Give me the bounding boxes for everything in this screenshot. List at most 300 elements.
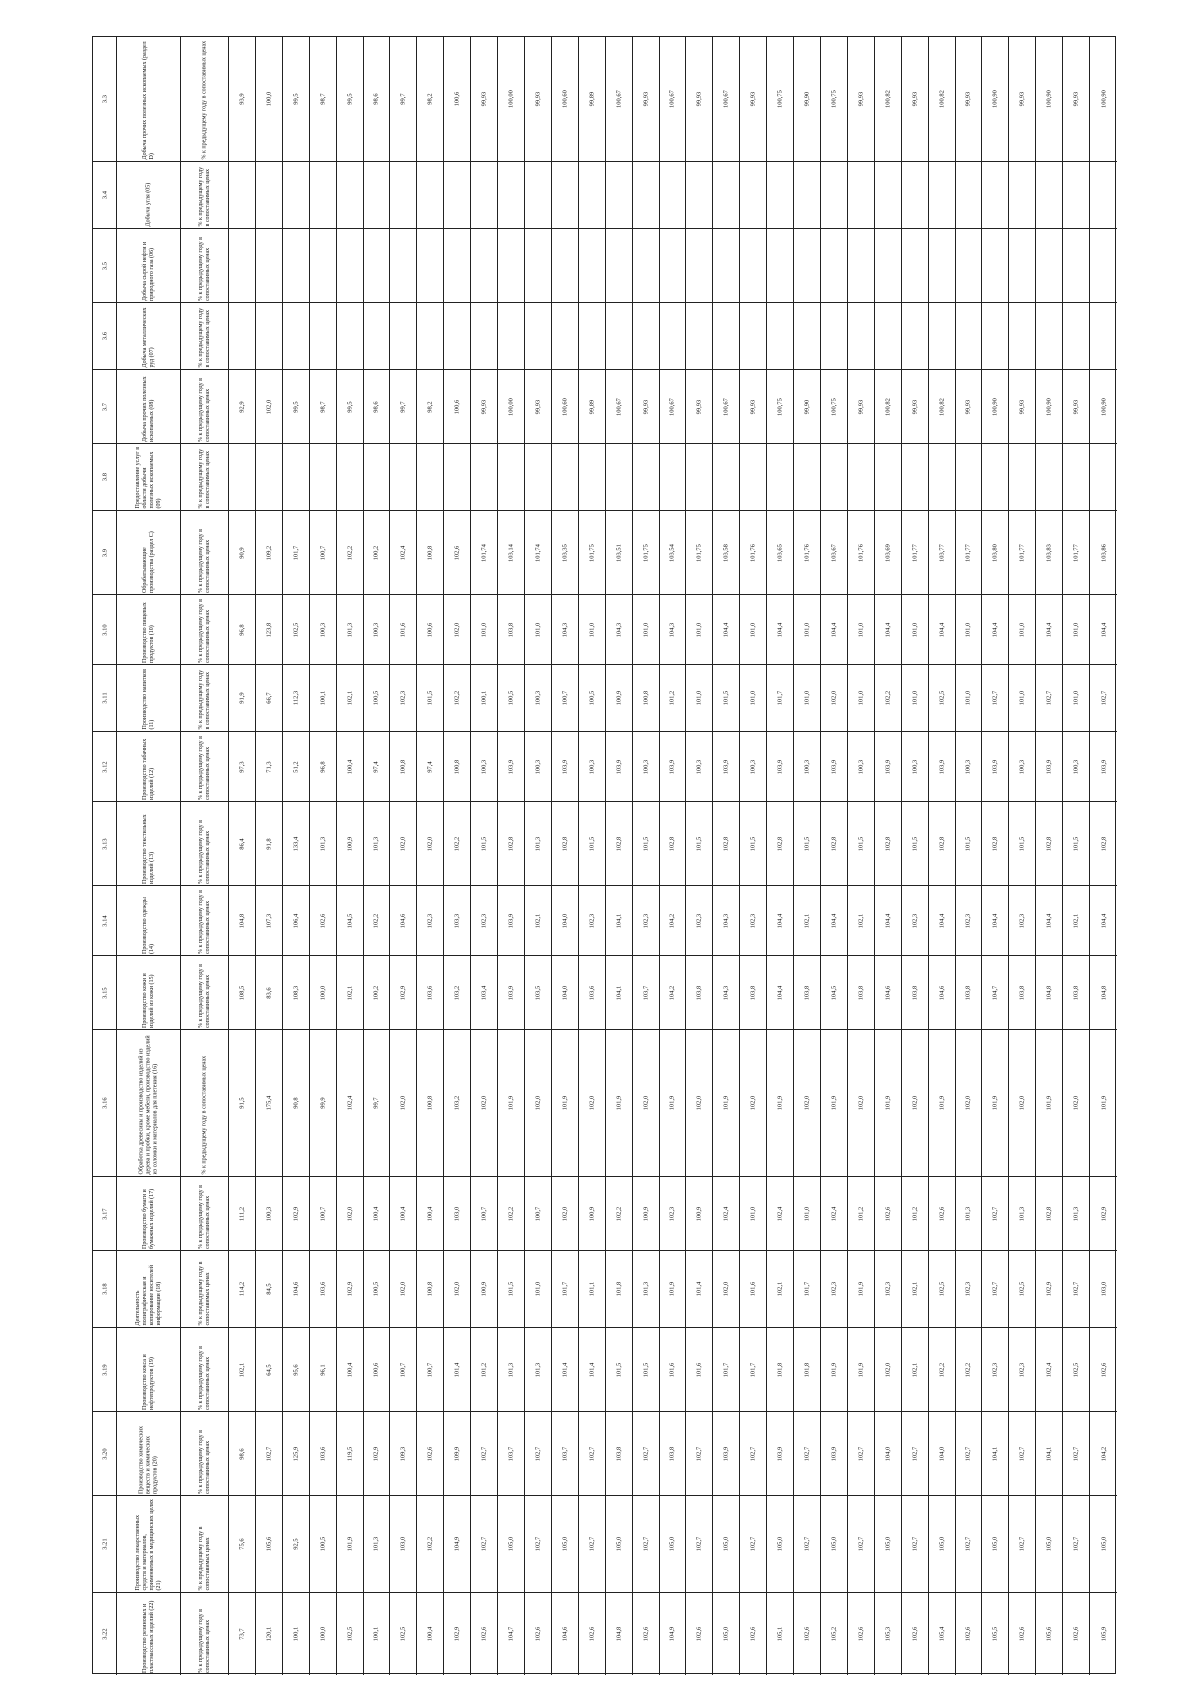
value-cell-text: 99,93 — [857, 91, 865, 107]
unit-cell — [181, 802, 229, 885]
value-cell-text: 100,1 — [372, 1626, 380, 1642]
value-cell-text: 99,93 — [1072, 399, 1080, 414]
value-cell — [498, 229, 525, 302]
value-cell-text: 100,67 — [668, 90, 676, 108]
value-cell-text: 102,0 — [884, 1362, 892, 1377]
value-cell — [660, 1496, 687, 1592]
value-cell — [310, 162, 337, 228]
value-cell — [364, 162, 391, 228]
value-cell — [821, 1328, 848, 1411]
value-cell-text: 100,90 — [991, 90, 999, 108]
value-cell-text: 99,93 — [964, 91, 972, 107]
table-row — [93, 229, 1117, 303]
value-cell — [929, 162, 956, 228]
indicator-name-cell-text: Производство одежды (14) — [141, 896, 155, 954]
value-cell — [444, 665, 471, 731]
value-cell — [498, 1593, 525, 1675]
value-cell — [633, 1177, 660, 1250]
value-cell — [471, 802, 498, 885]
value-cell-text: 103,4 — [480, 985, 488, 1000]
value-cell-text: 102,0 — [803, 1095, 811, 1111]
value-cell-text: 102,1 — [1072, 913, 1080, 928]
unit-cell-text: % к предыдущему году в сопоставимых ценах — [197, 1429, 211, 1494]
value-cell-text: 99,90 — [803, 399, 811, 414]
value-cell-text: 100,3 — [480, 759, 488, 774]
value-cell-text: 101,3 — [1018, 1206, 1026, 1221]
value-cell — [525, 444, 552, 510]
value-cell — [713, 511, 740, 594]
value-cell — [1009, 1412, 1036, 1495]
value-cell — [606, 665, 633, 731]
value-cell-text: 100,4 — [346, 759, 354, 774]
value-cell-text: 101,75 — [588, 543, 596, 562]
row-number-cell — [93, 444, 117, 510]
row-number-cell-text: 3.16 — [101, 1097, 108, 1109]
value-cell-text: 125,9 — [292, 1446, 300, 1461]
value-cell — [686, 370, 713, 443]
value-cell — [929, 370, 956, 443]
value-cell-text: 102,0 — [453, 622, 461, 637]
value-cell-text: 104,4 — [991, 913, 999, 928]
value-cell — [310, 595, 337, 664]
value-cell — [633, 595, 660, 664]
unit-cell-text: % к предыдущему году в сопоставимых ценах — [197, 528, 211, 593]
value-cell-text: 99,5 — [292, 93, 300, 105]
value-cell-text: 104,9 — [668, 1626, 676, 1642]
value-cell-text: 101,5 — [642, 1362, 650, 1377]
value-cell-text: 102,2 — [507, 1206, 515, 1221]
value-cell-text: 100,67 — [668, 397, 676, 416]
value-cell — [337, 444, 364, 510]
row-number-cell — [93, 802, 117, 885]
value-cell — [848, 1030, 875, 1176]
value-cell — [606, 370, 633, 443]
value-cell — [552, 732, 579, 801]
value-cell-text: 98,2 — [426, 93, 434, 105]
indicator-name-cell — [117, 665, 181, 731]
value-cell — [471, 370, 498, 443]
value-cell — [337, 1251, 364, 1327]
value-cell — [686, 1496, 713, 1592]
indicator-name-cell — [117, 886, 181, 955]
value-cell-text: 100,9 — [480, 1281, 488, 1297]
value-cell-text: 100,5 — [319, 1536, 327, 1552]
value-cell — [256, 1177, 283, 1250]
value-cell — [1036, 802, 1063, 885]
value-cell — [1009, 802, 1036, 885]
value-cell — [390, 956, 417, 1029]
value-cell-text: 108,5 — [238, 985, 246, 1000]
value-cell — [956, 162, 983, 228]
value-cell — [310, 444, 337, 510]
value-cell — [256, 1328, 283, 1411]
value-cell — [713, 1177, 740, 1250]
value-cell — [956, 1251, 983, 1327]
value-cell-text: 102,9 — [399, 985, 407, 1000]
value-cell-text: 102,2 — [453, 836, 461, 851]
value-cell — [982, 595, 1009, 664]
indicator-name-cell-text: Добыча прочих полезных ископаемых (08) — [141, 375, 155, 442]
row-number-cell — [93, 370, 117, 443]
value-cell-text: 103,54 — [668, 543, 676, 562]
value-cell — [767, 1328, 794, 1411]
value-cell-text: 73,7 — [238, 1628, 246, 1640]
value-cell — [552, 1328, 579, 1411]
value-cell-text: 101,0 — [1072, 690, 1080, 706]
value-cell — [794, 1496, 821, 1592]
value-cell — [1036, 162, 1063, 228]
value-cell-text: 100,9 — [615, 690, 623, 706]
value-cell — [525, 511, 552, 594]
row-number-cell — [93, 886, 117, 955]
value-cell-text: 102,8 — [991, 836, 999, 851]
value-cell-text: 101,9 — [991, 1095, 999, 1111]
value-cell — [982, 1030, 1009, 1176]
value-cell — [310, 956, 337, 1029]
value-cell-text: 103,83 — [1045, 543, 1053, 562]
value-cell-text: 101,0 — [803, 1206, 811, 1221]
value-cell-text: 104,8 — [238, 913, 246, 928]
value-cell-text: 101,1 — [588, 1281, 596, 1297]
value-cell — [794, 595, 821, 664]
value-cell — [471, 956, 498, 1029]
value-cell — [390, 1251, 417, 1327]
value-cell — [1090, 162, 1117, 228]
value-cell-text: 100,60 — [561, 90, 569, 108]
value-cell-text: 101,5 — [615, 1362, 623, 1377]
value-cell — [390, 1030, 417, 1176]
value-cell — [1090, 665, 1117, 731]
value-cell-text: 105,0 — [991, 1536, 999, 1552]
value-cell — [660, 229, 687, 302]
value-cell — [229, 162, 256, 228]
value-cell — [794, 886, 821, 955]
value-cell — [633, 511, 660, 594]
value-cell-text: 103,14 — [507, 543, 515, 562]
value-cell-text: 100,00 — [507, 90, 515, 108]
value-cell-text: 103,58 — [722, 543, 730, 562]
value-cell-text: 100,3 — [857, 759, 865, 774]
value-cell — [982, 1496, 1009, 1592]
value-cell-text: 102,6 — [938, 1206, 946, 1221]
value-cell — [390, 511, 417, 594]
unit-cell — [181, 1496, 229, 1592]
row-number-cell-text: 3.8 — [101, 472, 108, 482]
value-cell-text: 99,93 — [857, 399, 865, 414]
value-cell-text: 92,5 — [292, 1538, 300, 1550]
value-cell — [848, 1412, 875, 1495]
value-cell — [633, 1251, 660, 1327]
value-cell — [1063, 444, 1090, 510]
value-cell-text: 102,4 — [399, 545, 407, 560]
value-cell-text: 102,8 — [1045, 1206, 1053, 1221]
value-cell — [229, 370, 256, 443]
value-cell-text: 103,9 — [830, 759, 838, 774]
value-cell-text: 102,8 — [776, 836, 784, 851]
row-number-cell — [93, 1496, 117, 1592]
value-cell — [417, 511, 444, 594]
value-cell — [498, 1496, 525, 1592]
value-cell — [633, 370, 660, 443]
value-cell-text: 100,3 — [803, 759, 811, 774]
value-cell — [767, 1496, 794, 1592]
unit-cell-text: % к предыдущему году в сопоставимых ценах — [197, 598, 211, 663]
value-cell-text: 100,3 — [319, 622, 327, 637]
value-cell — [767, 162, 794, 228]
value-cell — [310, 802, 337, 885]
value-cell-text: 102,7 — [964, 1536, 972, 1552]
value-cell — [444, 956, 471, 1029]
value-cell-text: 102,8 — [884, 836, 892, 851]
value-cell-text: 101,8 — [615, 1281, 623, 1297]
value-cell — [390, 886, 417, 955]
value-cell — [821, 665, 848, 731]
value-cell-text: 101,5 — [426, 690, 434, 706]
value-cell — [417, 1593, 444, 1675]
value-cell — [1090, 1412, 1117, 1495]
value-cell-text: 100,90 — [1100, 90, 1108, 108]
value-cell-text: 100,67 — [722, 90, 730, 108]
value-cell-text: 102,1 — [346, 690, 354, 706]
value-cell-text: 103,8 — [1072, 985, 1080, 1000]
value-cell — [740, 303, 767, 369]
value-cell — [417, 370, 444, 443]
value-cell-text: 103,69 — [884, 543, 892, 562]
value-cell — [821, 595, 848, 664]
value-cell — [1036, 956, 1063, 1029]
value-cell — [767, 595, 794, 664]
value-cell-text: 102,9 — [1100, 1206, 1108, 1221]
value-cell-text: 101,9 — [668, 1095, 676, 1111]
value-cell — [794, 229, 821, 302]
row-number-cell-text: 3.7 — [101, 402, 108, 411]
value-cell — [633, 956, 660, 1029]
value-cell — [498, 1328, 525, 1411]
value-cell-text: 101,7 — [292, 545, 300, 560]
value-cell-text: 102,6 — [1072, 1626, 1080, 1642]
value-cell-text: 98,7 — [319, 400, 327, 413]
value-cell — [498, 802, 525, 885]
value-cell-text: 100,5 — [507, 690, 515, 706]
value-cell-text: 105,6 — [265, 1536, 273, 1552]
value-cell-text: 102,0 — [480, 1095, 488, 1111]
value-cell — [821, 370, 848, 443]
value-cell — [310, 665, 337, 731]
value-cell-text: 99,93 — [1018, 91, 1026, 107]
value-cell-text: 102,3 — [749, 913, 757, 928]
value-cell-text: 101,76 — [749, 543, 757, 562]
value-cell-text: 100,67 — [615, 90, 623, 108]
value-cell — [579, 1030, 606, 1176]
value-cell-text: 101,0 — [695, 690, 703, 706]
unit-cell-text: % к предыдущему году в сопоставимых ценах — [197, 1184, 211, 1249]
value-cell-text: 102,7 — [1018, 1536, 1026, 1552]
value-cell — [848, 665, 875, 731]
value-cell-text: 104,1 — [1045, 1446, 1053, 1461]
value-cell-text: 101,9 — [776, 1095, 784, 1111]
value-cell-text: 102,7 — [265, 1446, 273, 1461]
value-cell-text: 102,7 — [1045, 690, 1053, 706]
value-cell — [256, 665, 283, 731]
value-cell — [417, 162, 444, 228]
indicator-name-cell — [117, 802, 181, 885]
value-cell — [579, 1328, 606, 1411]
value-cell — [848, 444, 875, 510]
value-cell — [1009, 444, 1036, 510]
value-cell-text: 104,8 — [1100, 985, 1108, 1000]
value-cell — [579, 1593, 606, 1675]
value-cell — [1090, 303, 1117, 369]
value-cell — [929, 37, 956, 161]
value-cell-text: 99,93 — [480, 91, 488, 107]
value-cell-text: 103,9 — [507, 759, 515, 774]
value-cell — [929, 595, 956, 664]
value-cell — [579, 802, 606, 885]
value-cell — [444, 229, 471, 302]
value-cell-text: 101,3 — [372, 1536, 380, 1552]
value-cell — [1063, 1251, 1090, 1327]
value-cell — [417, 732, 444, 801]
value-cell — [579, 1177, 606, 1250]
value-cell — [337, 1412, 364, 1495]
value-cell — [579, 1412, 606, 1495]
value-cell — [229, 1593, 256, 1675]
value-cell — [229, 229, 256, 302]
value-cell — [579, 229, 606, 302]
value-cell — [1090, 1593, 1117, 1675]
value-cell-text: 102,7 — [803, 1446, 811, 1461]
value-cell-text: 99,93 — [1018, 399, 1026, 414]
value-cell-text: 103,9 — [884, 759, 892, 774]
value-cell — [929, 802, 956, 885]
value-cell-text: 100,3 — [911, 759, 919, 774]
value-cell-text: 101,9 — [722, 1095, 730, 1111]
value-cell — [256, 37, 283, 161]
value-cell-text: 101,74 — [480, 543, 488, 562]
value-cell-text: 102,9 — [453, 1626, 461, 1642]
value-cell — [552, 370, 579, 443]
value-cell — [956, 732, 983, 801]
value-cell-text: 100,3 — [534, 759, 542, 774]
value-cell-text: 101,9 — [857, 1281, 865, 1297]
value-cell-text: 101,0 — [1018, 622, 1026, 637]
value-cell-text: 97,4 — [426, 760, 434, 773]
value-cell — [902, 1030, 929, 1176]
value-cell — [902, 1328, 929, 1411]
value-cell-text: 103,9 — [507, 913, 515, 928]
value-cell-text: 104,0 — [884, 1446, 892, 1461]
value-cell — [740, 37, 767, 161]
value-cell — [390, 370, 417, 443]
value-cell-text: 107,3 — [265, 913, 273, 928]
row-number-cell-text: 3.11 — [101, 692, 108, 704]
value-cell-text: 100,6 — [453, 399, 461, 414]
value-cell-text: 102,6 — [857, 1626, 865, 1642]
value-cell — [767, 37, 794, 161]
value-cell — [283, 1593, 310, 1675]
value-cell — [821, 1177, 848, 1250]
value-cell — [956, 1412, 983, 1495]
value-cell-text: 112,3 — [292, 690, 300, 706]
value-cell-text: 96,8 — [319, 760, 327, 773]
value-cell — [229, 886, 256, 955]
value-cell-text: 102,7 — [749, 1536, 757, 1552]
value-cell — [794, 444, 821, 510]
value-cell — [956, 665, 983, 731]
unit-cell — [181, 37, 229, 161]
value-cell — [956, 37, 983, 161]
value-cell — [525, 370, 552, 443]
value-cell — [848, 732, 875, 801]
value-cell — [337, 37, 364, 161]
value-cell-text: 100,90 — [1100, 397, 1108, 416]
value-cell — [902, 1496, 929, 1592]
value-cell — [1063, 1030, 1090, 1176]
value-cell — [713, 886, 740, 955]
value-cell — [929, 956, 956, 1029]
value-cell — [821, 229, 848, 302]
value-cell-text: 105,0 — [561, 1536, 569, 1552]
unit-cell — [181, 595, 229, 664]
value-cell — [1063, 370, 1090, 443]
value-cell — [660, 665, 687, 731]
value-cell — [552, 1251, 579, 1327]
value-cell — [767, 1177, 794, 1250]
value-cell-text: 103,8 — [803, 985, 811, 1000]
value-cell — [875, 444, 902, 510]
value-cell — [660, 1593, 687, 1675]
value-cell-text: 104,4 — [1100, 622, 1108, 637]
value-cell — [794, 162, 821, 228]
value-cell — [794, 732, 821, 801]
value-cell — [740, 886, 767, 955]
indicator-name-cell-text: Производство табачных изделий (12) — [141, 738, 155, 800]
value-cell — [525, 886, 552, 955]
value-cell-text: 102,7 — [1100, 690, 1108, 706]
value-cell-text: 102,7 — [1072, 1536, 1080, 1552]
value-cell — [283, 665, 310, 731]
value-cell-text: 101,3 — [507, 1362, 515, 1377]
value-cell — [660, 37, 687, 161]
value-cell — [229, 732, 256, 801]
value-cell-text: 101,5 — [911, 836, 919, 851]
value-cell — [956, 886, 983, 955]
value-cell — [821, 802, 848, 885]
value-cell-text: 104,1 — [615, 985, 623, 1000]
value-cell-text: 102,6 — [319, 913, 327, 928]
value-cell-text: 101,5 — [749, 836, 757, 851]
value-cell-text: 101,5 — [588, 836, 596, 851]
row-number-cell — [93, 1177, 117, 1250]
value-cell-text: 102,0 — [749, 1095, 757, 1111]
value-cell — [471, 1496, 498, 1592]
unit-cell — [181, 665, 229, 731]
value-cell-text: 100,90 — [1045, 397, 1053, 416]
value-cell-text: 104,0 — [561, 913, 569, 928]
value-cell — [902, 802, 929, 885]
value-cell — [1009, 303, 1036, 369]
value-cell — [740, 1251, 767, 1327]
value-cell — [444, 1177, 471, 1250]
value-cell — [498, 732, 525, 801]
value-cell — [283, 303, 310, 369]
value-cell-text: 90,9 — [238, 546, 246, 559]
value-cell-text: 100,4 — [426, 1626, 434, 1642]
value-cell-text: 102,3 — [830, 1281, 838, 1297]
value-cell — [686, 886, 713, 955]
value-cell — [525, 303, 552, 369]
row-number-cell — [93, 1328, 117, 1411]
